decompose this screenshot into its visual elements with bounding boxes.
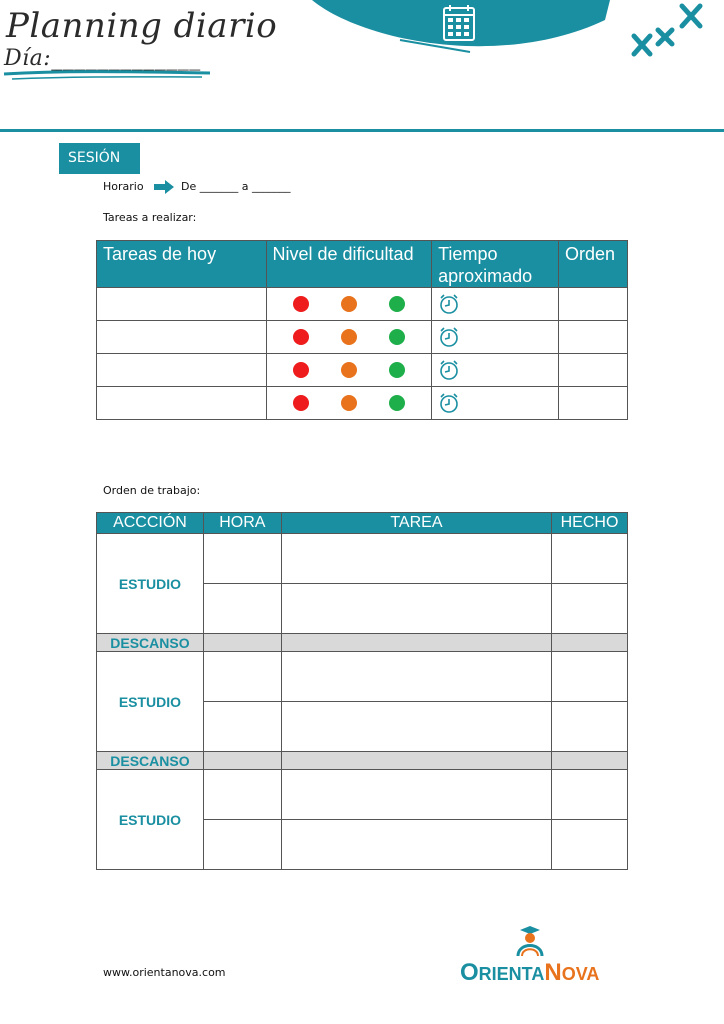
study-label: ESTUDIO bbox=[97, 770, 204, 870]
task-cell[interactable] bbox=[281, 702, 551, 752]
rest-row bbox=[97, 752, 628, 770]
done-cell[interactable] bbox=[552, 534, 628, 584]
task-cell[interactable] bbox=[281, 820, 551, 870]
header-tasks: Tareas de hoy bbox=[97, 241, 267, 288]
order-cell[interactable] bbox=[559, 321, 628, 354]
header-difficulty: Nivel de dificultad bbox=[266, 241, 432, 288]
time-cell[interactable] bbox=[432, 321, 559, 354]
rest-row bbox=[97, 634, 628, 652]
green-dot-icon[interactable] bbox=[389, 395, 405, 411]
task-cell[interactable] bbox=[281, 584, 551, 634]
orange-dot-icon[interactable] bbox=[341, 395, 357, 411]
work-header-row bbox=[97, 513, 628, 534]
study-row bbox=[97, 534, 628, 584]
task-cell[interactable] bbox=[281, 652, 551, 702]
done-cell[interactable] bbox=[552, 702, 628, 752]
hour-cell[interactable] bbox=[203, 702, 281, 752]
difficulty-cell bbox=[266, 321, 432, 354]
orange-dot-icon[interactable] bbox=[341, 362, 357, 378]
header-order: Orden bbox=[559, 241, 628, 288]
time-cell[interactable] bbox=[432, 288, 559, 321]
study-label: ESTUDIO bbox=[97, 534, 204, 634]
task-cell[interactable] bbox=[281, 752, 551, 770]
tasks-label: Tareas a realizar: bbox=[103, 211, 197, 224]
header-action: ACCCIÓN bbox=[97, 513, 204, 534]
calendar-icon bbox=[441, 4, 479, 44]
task-cell[interactable] bbox=[97, 387, 267, 420]
arrow-right-icon bbox=[153, 180, 175, 194]
task-cell[interactable] bbox=[281, 634, 551, 652]
done-cell[interactable] bbox=[552, 752, 628, 770]
horario-label: Horario bbox=[103, 180, 144, 193]
work-order-table bbox=[96, 512, 628, 870]
hour-cell[interactable] bbox=[203, 534, 281, 584]
underline-decoration bbox=[2, 68, 212, 82]
study-row bbox=[97, 652, 628, 702]
red-dot-icon[interactable] bbox=[293, 395, 309, 411]
svg-text:ORIENTANOVA: ORIENTANOVA bbox=[460, 959, 600, 986]
hour-cell[interactable] bbox=[203, 770, 281, 820]
task-cell[interactable] bbox=[97, 321, 267, 354]
rest-label: DESCANSO bbox=[97, 634, 204, 652]
header-done: HECHO bbox=[552, 513, 628, 534]
green-dot-icon[interactable] bbox=[389, 296, 405, 312]
study-label: ESTUDIO bbox=[97, 652, 204, 752]
hour-cell[interactable] bbox=[203, 652, 281, 702]
red-dot-icon[interactable] bbox=[293, 296, 309, 312]
green-dot-icon[interactable] bbox=[389, 362, 405, 378]
alarm-clock-icon bbox=[438, 392, 460, 414]
time-cell[interactable] bbox=[432, 387, 559, 420]
hour-cell[interactable] bbox=[203, 820, 281, 870]
day-field[interactable]: Día:_____________ bbox=[4, 46, 201, 71]
red-dot-icon[interactable] bbox=[293, 329, 309, 345]
tasks-table bbox=[96, 240, 628, 420]
order-cell[interactable] bbox=[559, 354, 628, 387]
order-cell[interactable] bbox=[559, 387, 628, 420]
task-cell[interactable] bbox=[97, 354, 267, 387]
task-cell[interactable] bbox=[281, 770, 551, 820]
footer-url[interactable]: www.orientanova.com bbox=[103, 966, 226, 979]
green-dot-icon[interactable] bbox=[389, 329, 405, 345]
task-row bbox=[97, 387, 628, 420]
rest-label: DESCANSO bbox=[97, 752, 204, 770]
task-row bbox=[97, 288, 628, 321]
task-row bbox=[97, 354, 628, 387]
difficulty-cell bbox=[266, 354, 432, 387]
difficulty-cell bbox=[266, 288, 432, 321]
task-row bbox=[97, 321, 628, 354]
task-cell[interactable] bbox=[281, 534, 551, 584]
task-cell[interactable] bbox=[97, 288, 267, 321]
done-cell[interactable] bbox=[552, 820, 628, 870]
hour-cell[interactable] bbox=[203, 634, 281, 652]
alarm-clock-icon bbox=[438, 326, 460, 348]
time-range-field[interactable]: De _______ a _______ bbox=[181, 180, 291, 193]
orange-dot-icon[interactable] bbox=[341, 329, 357, 345]
tasks-header-row bbox=[97, 241, 628, 288]
done-cell[interactable] bbox=[552, 634, 628, 652]
hour-cell[interactable] bbox=[203, 584, 281, 634]
order-cell[interactable] bbox=[559, 288, 628, 321]
alarm-clock-icon bbox=[438, 359, 460, 381]
orientanova-logo bbox=[458, 922, 614, 986]
cross-marks-decoration bbox=[628, 0, 724, 62]
hour-cell[interactable] bbox=[203, 752, 281, 770]
alarm-clock-icon bbox=[438, 293, 460, 315]
work-order-label: Orden de trabajo: bbox=[103, 484, 201, 497]
study-row bbox=[97, 770, 628, 820]
done-cell[interactable] bbox=[552, 770, 628, 820]
header-divider bbox=[0, 129, 724, 132]
header-task: TAREA bbox=[281, 513, 551, 534]
session-badge: SESIÓN bbox=[59, 143, 140, 174]
header-hour: HORA bbox=[203, 513, 281, 534]
header-time: Tiempo aproximado bbox=[432, 241, 559, 288]
done-cell[interactable] bbox=[552, 584, 628, 634]
page-title: Planning diario bbox=[6, 6, 278, 46]
done-cell[interactable] bbox=[552, 652, 628, 702]
difficulty-cell bbox=[266, 387, 432, 420]
orange-dot-icon[interactable] bbox=[341, 296, 357, 312]
red-dot-icon[interactable] bbox=[293, 362, 309, 378]
time-cell[interactable] bbox=[432, 354, 559, 387]
